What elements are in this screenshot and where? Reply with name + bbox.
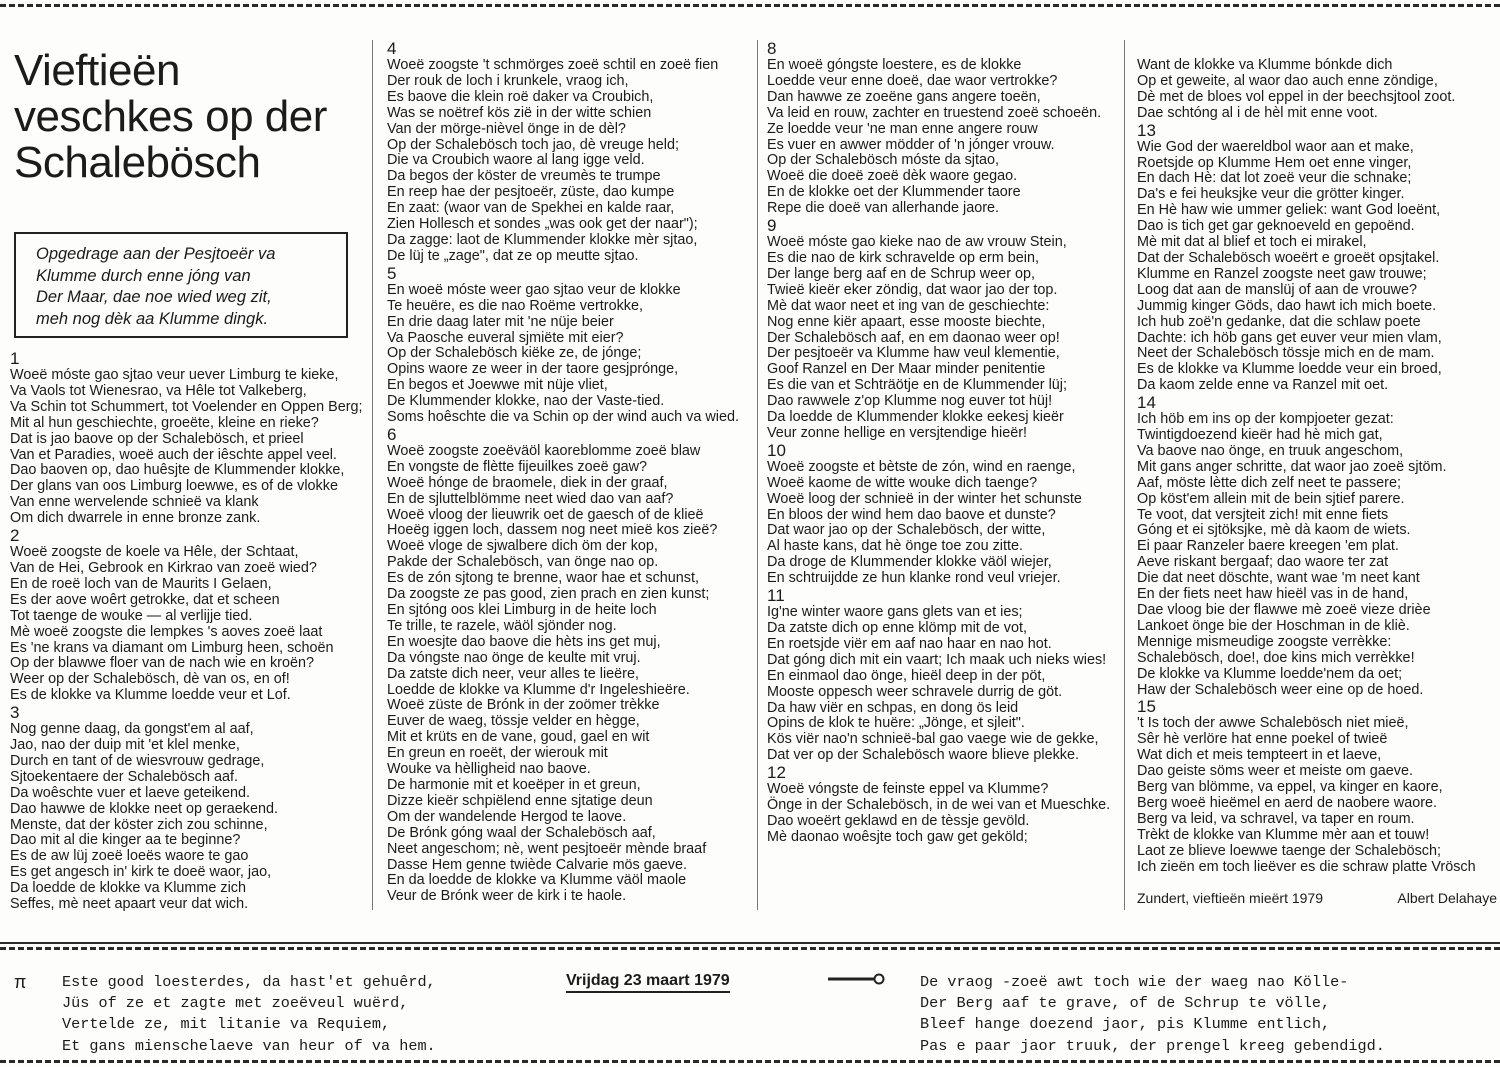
stanza-number: 5 xyxy=(387,263,397,283)
stanza xyxy=(387,283,755,426)
poem-line: Woeë kaome de witte wouke dich taenge? xyxy=(767,474,1038,491)
poem-line: Wouke va hèlligheid nao baove. xyxy=(387,761,591,778)
poem-line: Van enne wervelende schnieë va klank xyxy=(10,494,259,511)
poem-line: Va Paosche euveral sjmiëte mit eier? xyxy=(387,329,624,346)
poem-line: Seffes, mè neet apaart veur dat wich. xyxy=(10,896,249,913)
poem-line: Op der Schalebösch móste da sjtao, xyxy=(767,152,999,169)
poem-column-3 xyxy=(767,40,1122,846)
publication-date: Vrijdag 23 maart 1979 xyxy=(566,972,730,993)
poem-line: Woeë zoogste 't schmörges zoeë schtil en zoeë fien xyxy=(387,57,719,73)
poem-line: En de roeë loch van de Maurits I Gelaen, xyxy=(10,575,272,592)
poem-line: Es die nao de kirk schravelde op erm bein, xyxy=(767,249,1039,266)
poem-line: Op der Schalebösch kiëke ze, de jónge; xyxy=(387,345,642,362)
poem-line: Es 'ne krans va diamant om Limburg heen, schoën xyxy=(10,639,334,656)
dedication-line: Klumme durch enne jóng van xyxy=(36,266,251,285)
poem-column-1 xyxy=(10,350,370,913)
poem-line: Dat der Schalebösch woeërt e groeët opsjtakel. xyxy=(1137,249,1440,266)
poem-line: Haw der Schalebösch weer eine op de hoed. xyxy=(1137,681,1424,698)
stanza xyxy=(387,698,755,905)
stanza xyxy=(767,235,1122,442)
poem-line: Dao baoven op, dao huêsjte de Klummender klokke, xyxy=(10,462,345,479)
poem-line: Te trille, te razele, wäöl sjönder nog. xyxy=(387,617,617,634)
poem-line: Veur zonne hellige en versjtendige hieër! xyxy=(767,424,1028,441)
poem-line: Va Schin tot Schummert, tot Voelender en Oppen Berg; xyxy=(10,398,363,415)
author-name: Albert Delahaye xyxy=(1397,890,1497,906)
poem-line: Van der mörge-nièvel önge in de dèl? xyxy=(387,120,626,137)
poem-line: Wie God der waereldbol waor aan et make, xyxy=(1137,138,1414,155)
poem-line: Es baove die klein roë daker va Croubich, xyxy=(387,88,654,105)
poem-line: Van de Hei, Gebrook en Kirkrao van zoeë wied? xyxy=(10,559,317,576)
poem-line: Sêr hè verlöre hat enne poekel of twieë xyxy=(1137,731,1388,748)
poem-line: Dae vloog bie der flawwe mè zoeë vieze drièe xyxy=(1137,602,1431,618)
poem-line: Da begos der köster de vreumès te trumpe xyxy=(387,168,661,185)
poem-line: En dach Hè: dat lot zoeë veur die schnake; xyxy=(1137,170,1412,187)
poem-line: Dat waor jao op der Schalebösch, der witte, xyxy=(767,522,1046,539)
poem-line: Roetsjde op Klumme Hem oet enne vinger, xyxy=(1137,154,1412,171)
poem-line: Zien Hollesch et sondes „was ook get der naar"); xyxy=(387,216,698,233)
poem-line: Woeë móste gao kieke nao de aw vrouw Stein, xyxy=(767,234,1067,251)
stanza-number: 3 xyxy=(10,703,20,723)
place-date: Zundert, vieftieën mieërt 1979 xyxy=(1137,890,1323,906)
stanza-number: 12 xyxy=(767,763,786,783)
poem-line: En Hè haw wie ummer geliek: want God loeënt, xyxy=(1137,202,1441,219)
poem-line: En der fiets neet haw hieël vas in de hand, xyxy=(1137,586,1409,603)
poem-line: Op der blawwe floer van de nach wie en kroën? xyxy=(10,655,314,672)
poem-line: Opins de klok te huëre: „Jönge, et sjleit". xyxy=(767,715,1025,732)
poem-line: Mè dat waor neet et ing van de geschiechte: xyxy=(767,297,1050,314)
poem-line: Al haste kans, dat hè önge toe zou zitte. xyxy=(767,538,1024,555)
poem-line: Goof Ranzel en Der Maar minder penitentie xyxy=(767,361,1046,378)
stanza xyxy=(1137,716,1497,875)
stanza xyxy=(10,368,370,527)
stanza-number: 8 xyxy=(767,39,777,58)
stanza xyxy=(1137,58,1497,122)
pin-icon xyxy=(826,972,888,986)
poem-line: En vongste de flètte fijeuilkes zoeë gaw? xyxy=(387,458,647,475)
poem-line: Es de klokke va Klumme loedde veur et Lof. xyxy=(10,687,291,704)
poem-line: Die va Croubich waore al lang igge veld. xyxy=(387,152,645,169)
poem-line: Da loedde de klokke va Klumme zich xyxy=(10,880,246,897)
poem-line: Die dat neet döschte, want wae 'm neet kant xyxy=(1137,570,1420,587)
poem-line: Dae schtóng al i de hèl mit enne voot. xyxy=(1137,104,1378,121)
poem-line: Schalebösch, doe!, doe kins mich verrèkke! xyxy=(1137,649,1415,666)
poem-line: En drie daag later mit 'ne nüje beier xyxy=(387,313,614,330)
poem-line: Neet angeschom; nè, went pesjtoeër mènde braaf xyxy=(387,840,707,857)
poem-line: Da zagge: laot de Klummender klokke mèr sjtao, xyxy=(387,231,698,248)
poem-line: Nog genne daag, da gongst'em al aaf, xyxy=(10,721,254,738)
title-line: Schalebösch xyxy=(14,138,261,187)
poem-line: Repe die doeë van allerhande jaore. xyxy=(767,200,1000,217)
poem-line: Berg woeë hieëmel en aerd de naobere waore. xyxy=(1137,794,1438,811)
poem-line: Dao is tich get gar geknoeveld en gepoënd. xyxy=(1137,218,1415,235)
stanza-number: 11 xyxy=(767,586,785,606)
poem-line: Ze loedde veur 'ne man enne angere rouw xyxy=(767,120,1038,137)
poem-line: Om der wandelende Hergod te laove. xyxy=(387,808,627,825)
page-title xyxy=(14,48,354,186)
poem-line: Va baove nao önge, en truuk angeschom, xyxy=(1137,442,1404,459)
poem-line: Kös viër nao'n schnieë-bal gao vaege wie de gekke, xyxy=(767,731,1099,748)
poem-line: Der glans van oos Limburg loewwe, es of de vlokke xyxy=(10,478,338,495)
title-line: Vieftieën xyxy=(14,46,180,95)
poem-line: Lankoet önge bie der Hoschman in de kliè. xyxy=(1137,617,1410,634)
poem-line: Woeë vóngste de feinste eppel va Klumme? xyxy=(767,781,1049,798)
stanza xyxy=(387,58,755,265)
poem-line: Dao woeërt geklawd en de tèssje gevöld. xyxy=(767,812,1030,829)
poem-line: Wat dich et meis tempteert in et laeve, xyxy=(1137,747,1382,764)
column-divider xyxy=(372,40,373,910)
stanza-number: 9 xyxy=(767,216,777,236)
stanza xyxy=(387,444,755,699)
poem-line: En begos et Joewwe mit nüje vliet, xyxy=(387,377,608,394)
poem-line: Op et geweite, al waor dao auch enne zöndige, xyxy=(1137,72,1438,89)
poem-line: De vraog -zoeë awt toch wie der waeg nao Kölle- xyxy=(920,973,1349,991)
poem-line: Berg van blömme, va eppel, va kinger en kaore, xyxy=(1137,779,1443,796)
poem-line: De Brónk góng waal der Schalebösch aaf, xyxy=(387,824,656,841)
stanza xyxy=(767,460,1122,587)
stanza-number: 10 xyxy=(767,440,786,460)
poem-line: Mit al hun geschiechte, groeëte, kleine en rieke? xyxy=(10,414,319,431)
signature-line xyxy=(1137,890,1497,906)
poem-line: Der rouk de loch i krunkele, vraog ich, xyxy=(387,72,629,89)
poem-line: En de klokke oet der Klummender taore xyxy=(767,184,1021,201)
title-line: veschkes op der xyxy=(14,92,327,141)
poem-line: Sjtoekentaere der Schalebösch aaf. xyxy=(10,768,239,785)
poem-line: Was se noëtref kös zië in der witte schien xyxy=(387,104,652,121)
poem-line: En zaat: (waor van de Spekhei en kalde raar, xyxy=(387,200,675,217)
poem-line: Tot taenge de wouke — al verlijje tied. xyxy=(10,607,253,624)
poem-line: En roetsjde viër em aaf nao haar en nao hot. xyxy=(767,635,1052,652)
poem-line: Woeë vloge de sjwalbere dich öm der kop, xyxy=(387,538,658,555)
separator-rule-dashed xyxy=(0,947,1500,950)
poem-line: Önge in der Schalebösch, in de wei van et Mueschke. xyxy=(767,797,1111,814)
poem-line: Opins waore ze weer in der taore gesjprónge, xyxy=(387,361,679,378)
poem-line: Dasse Hem genne twiède Calvarie mös gaeve. xyxy=(387,856,687,873)
top-rule xyxy=(0,4,1500,7)
poem-line: Es der aove woêrt getrokke, dat et scheen xyxy=(10,591,280,608)
poem-line: Klumme en Ranzel zoogste neet gaw trouwe; xyxy=(1137,265,1427,282)
poem-line: Da loedde de Klummender klokke eekesj kieër xyxy=(767,409,1064,426)
poem-line: Bleef hange doezend jaor, pis Klumme entlich, xyxy=(920,1015,1331,1034)
poem-line: Euver de waeg, tössje velder en hègge, xyxy=(387,713,640,730)
poem-line: De lüj te „zage", dat ze op meutte sjtao. xyxy=(387,247,639,264)
poem-line: Mè mit dat al blief et toch ei mirakel, xyxy=(1137,234,1367,251)
stanza-number: 2 xyxy=(10,526,20,546)
poem-line: Der Berg aaf te grave, of de Schrup te völle, xyxy=(920,994,1331,1013)
poem-line: Op köst'em allein mit de bein sjtief parere. xyxy=(1137,490,1405,507)
poem-line: En woeë góngste loestere, es de klokke xyxy=(767,57,1022,73)
poem-line: Dizze kieër schpiëlend enne sjtatige deun xyxy=(387,792,653,809)
poem-line: Woeë móste gao sjtao veur uever Limburg te kieke, xyxy=(10,367,339,383)
poem-line: Van et Paradies, woeë auch der iêschte appel veel. xyxy=(10,446,337,463)
bottom-poem-left xyxy=(62,972,436,1057)
poem-line: De harmonie mit et koeëper in et greun, xyxy=(387,776,641,793)
poem-line: Ich hub zoë'n gedanke, dat die schlaw poete xyxy=(1137,313,1421,330)
poem-line: Es get angesch in' kirk te doeë waor, jao, xyxy=(10,864,272,881)
poem-line: Jao, nao der duip mit 'et klel menke, xyxy=(10,737,240,754)
poem-line: Aeve riskant bergaaf; dao waore ter zat xyxy=(1137,554,1389,571)
stanza xyxy=(1137,412,1497,698)
poem-line: Loog dat aan de manslüj of aan de vrouwe? xyxy=(1137,281,1418,298)
poem-line: Es vuer en awwer mödder of 'n jónger vrouw. xyxy=(767,136,1055,153)
poem-line: En sjtóng oos klei Limburg in de heite loch xyxy=(387,602,657,618)
poem-line: En da loedde de klokke va Klumme väöl maole xyxy=(387,872,687,889)
stanza xyxy=(10,722,370,913)
poem-line: Dao rawwele z'op Klumme nog euver tot hüj! xyxy=(767,393,1053,410)
poem-line: Twieë kieër eker zöndig, dat waor jao der top. xyxy=(767,281,1058,298)
poem-line: Ig'ne winter waore gans glets van et ies; xyxy=(767,604,1023,621)
poem-line: Soms hoêschte die va Schin op der wind auch va wied. xyxy=(387,409,739,426)
poem-line: Woeë loog der schnieë in der winter het schunste xyxy=(767,490,1082,507)
poem-line: Da woêschte vuer et laeve geteikend. xyxy=(10,784,250,801)
poem-line: Te voot, dat versjteit zich! mit enne fiets xyxy=(1137,506,1389,523)
poem-line: Woeë vloog der lieuwrik oet de gaesch of de klieë xyxy=(387,506,704,523)
poem-line: Menste, dat der köster zich zou schinne, xyxy=(10,816,268,833)
poem-line: Dan hawwe ze zoeëne gans angere toeën, xyxy=(767,88,1041,105)
poem-line: Op der Schalebösch toch jao, dè vreuge held; xyxy=(387,136,680,153)
stanza-number: 14 xyxy=(1137,393,1156,413)
dedication-line: Opgedrage aan der Pesjtoeër va xyxy=(36,245,276,263)
stanza-number: 15 xyxy=(1137,697,1156,717)
poem-line: En einmaol dao önge, hieël deep in der pöt, xyxy=(767,667,1046,684)
poem-line: Nog enne kiër apaart, esse mooste biechte, xyxy=(767,313,1046,330)
poem-line: Es die van et Schträötje en de Klummender lüj; xyxy=(767,377,1067,394)
poem-line: Este good loesterdes, da hast'et gehuêrd, xyxy=(62,973,436,991)
poem-line: Da droge de Klummender klokke väöl wiejer, xyxy=(767,554,1052,571)
poem-line: Ich höb em ins op der kompjoeter gezat: xyxy=(1137,411,1394,428)
poem-line: Mit gans anger schritte, dat waor jao zoeë sjtöm. xyxy=(1137,458,1447,475)
poem-line: Va Vaols tot Wienesrao, va Hêle tot Valkeberg, xyxy=(10,382,307,399)
stanza xyxy=(767,58,1122,217)
poem-line: Woeë hónge de braomele, diek in der graaf, xyxy=(387,474,668,491)
poem-line: Dat is jao baove op der Schalebösch, et prieel xyxy=(10,430,304,447)
poem-line: Mè woeë zoogste die lempkes 's aoves zoeë laat xyxy=(10,623,323,640)
poem-column-2 xyxy=(387,40,755,905)
stanza xyxy=(767,605,1122,764)
poem-line: Mit et krüts en de vane, goud, gael en wit xyxy=(387,729,650,746)
poem-line: Dè met de bloes vol eppel in der beechsjtool zoot. xyxy=(1137,88,1456,105)
poem-line: Da zatste dich op enne klömp mit de vot, xyxy=(767,620,1027,636)
poem-line: Loedde de klokke va Klumme d'r Ingeleshieëre. xyxy=(387,681,690,698)
poem-line: Da's e fei heuksjke veur die grötter kinger. xyxy=(1137,186,1405,203)
stanza-number: 6 xyxy=(387,424,397,444)
poem-line: En reep hae der pesjtoeër, züste, dao kumpe xyxy=(387,184,675,201)
poem-line: Der pesjtoeër va Klumme haw veul klementie, xyxy=(767,345,1060,362)
poem-line: Aaf, möste lètte dich zelf neet te passere; xyxy=(1137,474,1401,491)
poem-line: Ich zieën em toch lieëver es die schraw platte Vrösch xyxy=(1137,858,1476,875)
poem-line: Ei paar Ranzeler baere kreegen 'em plat. xyxy=(1137,538,1399,555)
poem-line: Góng et ei sjtöksjke, mè dà kaom de wiets. xyxy=(1137,522,1411,539)
poem-line: Jummig kinger Göds, dao hawt ich mich boete. xyxy=(1137,297,1437,314)
poem-line: Mennige mismeudige zoogste verrèkke: xyxy=(1137,633,1392,650)
poem-line: Weer op der Schalebösch, dè van os, en of! xyxy=(10,671,290,688)
poem-line: Durch en tant of de wiesvrouw gedrage, xyxy=(10,752,265,769)
poem-line: Jüs of ze et zagte met zoeëveul wuërd, xyxy=(62,994,409,1013)
poem-line: Da zoogste ze pas good, zien prach en zien kunst; xyxy=(387,586,710,603)
stanza-number: 4 xyxy=(387,39,397,58)
poem-line: Mè daonao woêsjte toch gaw get geköld; xyxy=(767,828,1028,845)
poem-line: Woeë züste de Brónk in der zoömer trèkke xyxy=(387,697,660,714)
poem-line: De klokke va Klumme loedde'nem da oet; xyxy=(1137,665,1403,682)
poem-line: Dachte: ich höb gans get euver veur mien vlam, xyxy=(1137,329,1442,346)
poem-line: Mooste oppesch weer schravele durrig de göt. xyxy=(767,683,1063,700)
poem-line: Da kaom zelde enne va Ranzel mit oet. xyxy=(1137,377,1389,394)
poem-line: Hoeëg iggen loch, dassem nog neet mieë kos zieë? xyxy=(387,522,718,539)
poem-line: Vertelde ze, mit litanie va Requiem, xyxy=(62,1015,391,1034)
poem-line: 't Is toch der awwe Schalebösch niet mieë, xyxy=(1137,715,1409,732)
poem-line: Trèkt de klokke van Klumme mèr aan et touw! xyxy=(1137,826,1430,843)
poem-line: Neet der Schalebösch tössje mich en de mam. xyxy=(1137,345,1435,362)
poem-line: Dat góng dich mit ein vaart; Ich maak uch nieks wies! xyxy=(767,651,1107,668)
poem-line: Te heuëre, es die nao Roëme vertrokke, xyxy=(387,297,643,314)
stanza xyxy=(10,545,370,704)
poem-line: Woeë zoogste zoeëväöl kaoreblomme zoeë blaw xyxy=(387,442,701,459)
poem-line: Want de klokke va Klumme bónkde dich xyxy=(1137,57,1393,73)
bottom-rule xyxy=(0,1060,1500,1063)
column-divider xyxy=(757,40,758,910)
bottom-poem-right xyxy=(920,972,1385,1057)
separator-rule xyxy=(0,942,1500,944)
poem-line: Da zatste dich neer, veur alles te lieëre, xyxy=(387,665,639,682)
poem-line: Om dich dwarrele in enne bronze zank. xyxy=(10,510,261,527)
poem-line: Da vóngste nao önge de keulte mit vruj. xyxy=(387,649,641,666)
poem-line: En woesjte dao baove die hèts ins get muj, xyxy=(387,633,661,650)
poem-line: Dao mit al die kinger aa te beginne? xyxy=(10,832,241,849)
poem-line: Berg va leid, va schravel, va taper en roum. xyxy=(1137,810,1415,827)
poem-line: En bloos der wind hem dao baove et dunste? xyxy=(767,506,1056,523)
poem-line: Es de klokke va Klumme loedde veur ein broed, xyxy=(1137,361,1442,378)
poem-line: Der lange berg aaf en de Schrup weer op, xyxy=(767,265,1035,282)
poem-line: Woeë zoogste de koele va Hêle, der Schtaat, xyxy=(10,544,299,561)
poem-line: En woeë móste weer gao sjtao veur de klokke xyxy=(387,281,681,298)
poem-line: Veur de Brónk weer de kirk i te haole. xyxy=(387,888,627,905)
poem-line: Loedde veur enne doeë, dae waor vertrokke? xyxy=(767,72,1058,89)
stanza-number: 13 xyxy=(1137,120,1156,140)
poem-line: Laot ze blieve loewwe taenge der Schalebösch; xyxy=(1137,842,1442,859)
dedication-line: Der Maar, dae noe wied weg zit, xyxy=(36,288,272,306)
poem-line: Da haw viër en schpas, en dong ös leid xyxy=(767,699,1019,716)
poem-line: Pas e paar jaor truuk, der prengel kreeg gebendigd. xyxy=(920,1036,1385,1055)
column-divider xyxy=(1124,40,1125,910)
poem-column-4 xyxy=(1137,58,1497,876)
poem-line: Va leid en rouw, zachter en truestend zoeë schoeën. xyxy=(767,104,1102,121)
poem-line: Es de aw lüj zoeë loeës waore te gao xyxy=(10,848,249,865)
poem-line: En de sjluttelblömme neet wied dao van aaf? xyxy=(387,490,674,507)
dedication-box xyxy=(14,232,348,338)
poem-line: Woeë zoogste et bètste de zón, wind en raenge, xyxy=(767,458,1076,475)
pi-mark-icon: π xyxy=(14,972,27,992)
stanza-number: 1 xyxy=(10,349,20,368)
poem-line: Et gans mienschelaeve van heur of va hem. xyxy=(62,1036,436,1055)
poem-line: Der Schalebösch aaf, en em daonao weer op! xyxy=(767,329,1060,346)
poem-line: Dat ver op der Schalebösch waore blieve plekke. xyxy=(767,747,1079,764)
poem-line: Es de zón sjtong te brenne, waor hae et schunst, xyxy=(387,570,699,587)
poem-line: Dao hawwe de klokke neet op geraekend. xyxy=(10,800,279,817)
poem-line: En greun en roeët, der wierouk mit xyxy=(387,745,608,762)
poem-line: En schtruijdde ze hun klanke rond veul vriejer. xyxy=(767,570,1061,587)
poem-line: De Klummender klokke, nao der Vaste-tied. xyxy=(387,393,665,410)
stanza xyxy=(1137,140,1497,395)
poem-line: Twintigdoezend kieër had hè mich gat, xyxy=(1137,427,1383,444)
poem-line: Woeë die doeë zoeë dèk waore gegao. xyxy=(767,168,1018,185)
dedication-line: meh nog dèk aa Klumme dingk. xyxy=(36,309,269,328)
poem-line: Pakde der Schalebösch, van önge nao op. xyxy=(387,554,659,571)
stanza xyxy=(767,782,1122,846)
poem-line: Dao geiste söms weer et meiste om gaeve. xyxy=(1137,763,1413,780)
